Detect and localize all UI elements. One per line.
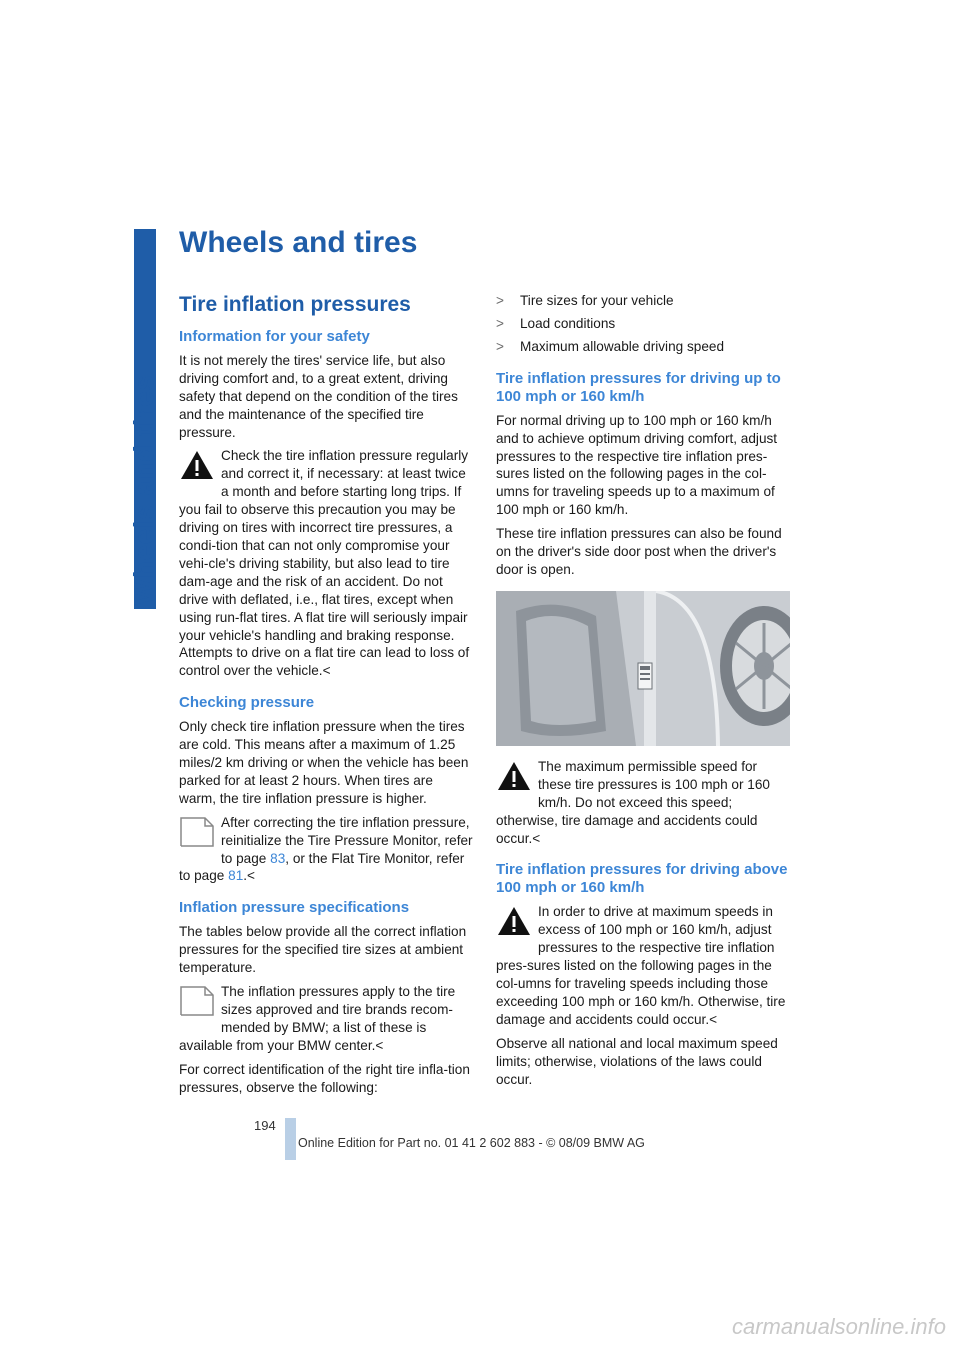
page-number: 194 [254, 1118, 276, 1133]
list-item [496, 338, 790, 356]
right-column [496, 292, 790, 1094]
upto-warning-text: The maximum permissible speed for these tire pressures is 100 mph or 160 km/h. Do not exceed this speed; otherwise, tire damage and accidents could occur.< [496, 758, 770, 846]
safety-warning-text: Check the tire inflation pressure regularly and correct it, if necessary: at least twice a month and before starting long trips. If you fail to observe this precaution you may be driving on tires with incorrect tire pressures, a condi-tion that can not only compromise your vehi-cle's driving stability, but also lead to tire dam-age and the risk of an accident. Do not drive with deflated, i.e., flat tires, except when using run-flat tires. A flat tire will seriously impair your vehicle's handling and braking response. Attempts to drive on a flat tire can lead to loss of control over the vehicle.< [179, 448, 470, 679]
safety-warning [179, 447, 473, 680]
upto-heading: Tire inflation pressures for driving up to 100 mph or 160 km/h [496, 369, 781, 405]
sidebar-title: Wheels and tires [128, 374, 159, 605]
warning-triangle-icon [179, 449, 215, 481]
bullet-mark: > [496, 315, 504, 331]
footer-accent [285, 1118, 296, 1160]
note-corner-icon [179, 816, 215, 848]
checking-note-text-a: After correcting the tire inflation pressure, reinitialize the Tire Pressure Monitor, refer to page [221, 814, 473, 866]
page-link-81[interactable]: 81 [228, 868, 244, 884]
above-warning [496, 903, 790, 1028]
door-post-photo [496, 591, 790, 746]
bullet-list [496, 292, 790, 356]
list-item [496, 292, 790, 310]
list-item-text: Tire sizes for your vehicle [520, 293, 674, 308]
footer-edition: Online Edition for Part no. 01 41 2 602 883 - © 08/09 BMW AG [298, 1136, 645, 1150]
upto-paragraph-2: These tire inflation pressures can also be found on the driver's side door post when the driver's door is open. [496, 526, 782, 577]
checking-note-text-b: , or the Flat Tire Monitor, refer to page [179, 850, 465, 884]
safety-heading: Information for your safety [179, 327, 370, 345]
list-item-text: Load conditions [520, 315, 616, 331]
page-title: Wheels and tires [179, 226, 418, 259]
left-column [179, 292, 473, 1103]
list-item-text: Maximum allowable driving speed [520, 338, 724, 354]
spec-paragraph-2: For correct identification of the right tire infla-tion pressures, observe the following: [179, 1061, 470, 1095]
warning-triangle-icon [496, 760, 532, 792]
checking-paragraph: Only check tire inflation pressure when the tires are cold. This means after a maximum of 1.25 miles/2 km driving or when the vehicle has been parked for at least 2 hours. When tires are warm, the tire inflation pressure is higher. [179, 719, 469, 806]
bullet-mark: > [496, 338, 504, 354]
spec-heading: Inflation pressure specifications [179, 899, 410, 917]
spec-note-text: The inflation pressures apply to the tire sizes approved and tire brands recom-mended by BMW; a list of these is available from your BMW center.< [179, 984, 456, 1053]
warning-triangle-icon [496, 905, 532, 937]
checking-note [179, 814, 473, 886]
spec-paragraph: The tables below provide all the correct inflation pressures for the specified tire sizes at ambient temperature. [179, 924, 467, 976]
checking-note-text-c: .< [243, 868, 255, 884]
page-link-83[interactable]: 83 [270, 850, 286, 866]
spec-note [179, 983, 473, 1055]
safety-paragraph: It is not merely the tires' service life, but also driving comfort and, to a great extent, driving safety that depend on the condition of the tires and the maintenance of the specified tire pressure. [179, 352, 458, 440]
checking-heading: Checking pressure [179, 694, 315, 712]
above-paragraph: Observe all national and local maximum speed limits; otherwise, violations of the laws could occur. [496, 1035, 778, 1087]
bullet-mark: > [496, 293, 504, 308]
section-title: Tire inflation pressures [179, 293, 411, 316]
above-heading: Tire inflation pressures for driving above 100 mph or 160 km/h [496, 861, 788, 897]
list-item [496, 315, 790, 333]
upto-paragraph-1: For normal driving up to 100 mph or 160 km/h and to achieve optimum driving comfort, adjust pressures to the respective tire inflation pres-sures listed on the following pages in the col-umns for traveling speeds up to a maximum of 100 mph or 160 km/h. [496, 412, 778, 518]
above-warning-text: In order to drive at maximum speeds in excess of 100 mph or 160 km/h, adjust pressures to the respective tire inflation pres-sures listed on the following pages in the col-umns for traveling speeds including those exceeding 100 mph or 160 km/h. Otherwise, tire damage and accidents could occur.< [496, 904, 786, 1027]
watermark: carmanualsonline.info [731, 1314, 946, 1339]
upto-warning [496, 758, 790, 848]
note-corner-icon [179, 985, 215, 1017]
